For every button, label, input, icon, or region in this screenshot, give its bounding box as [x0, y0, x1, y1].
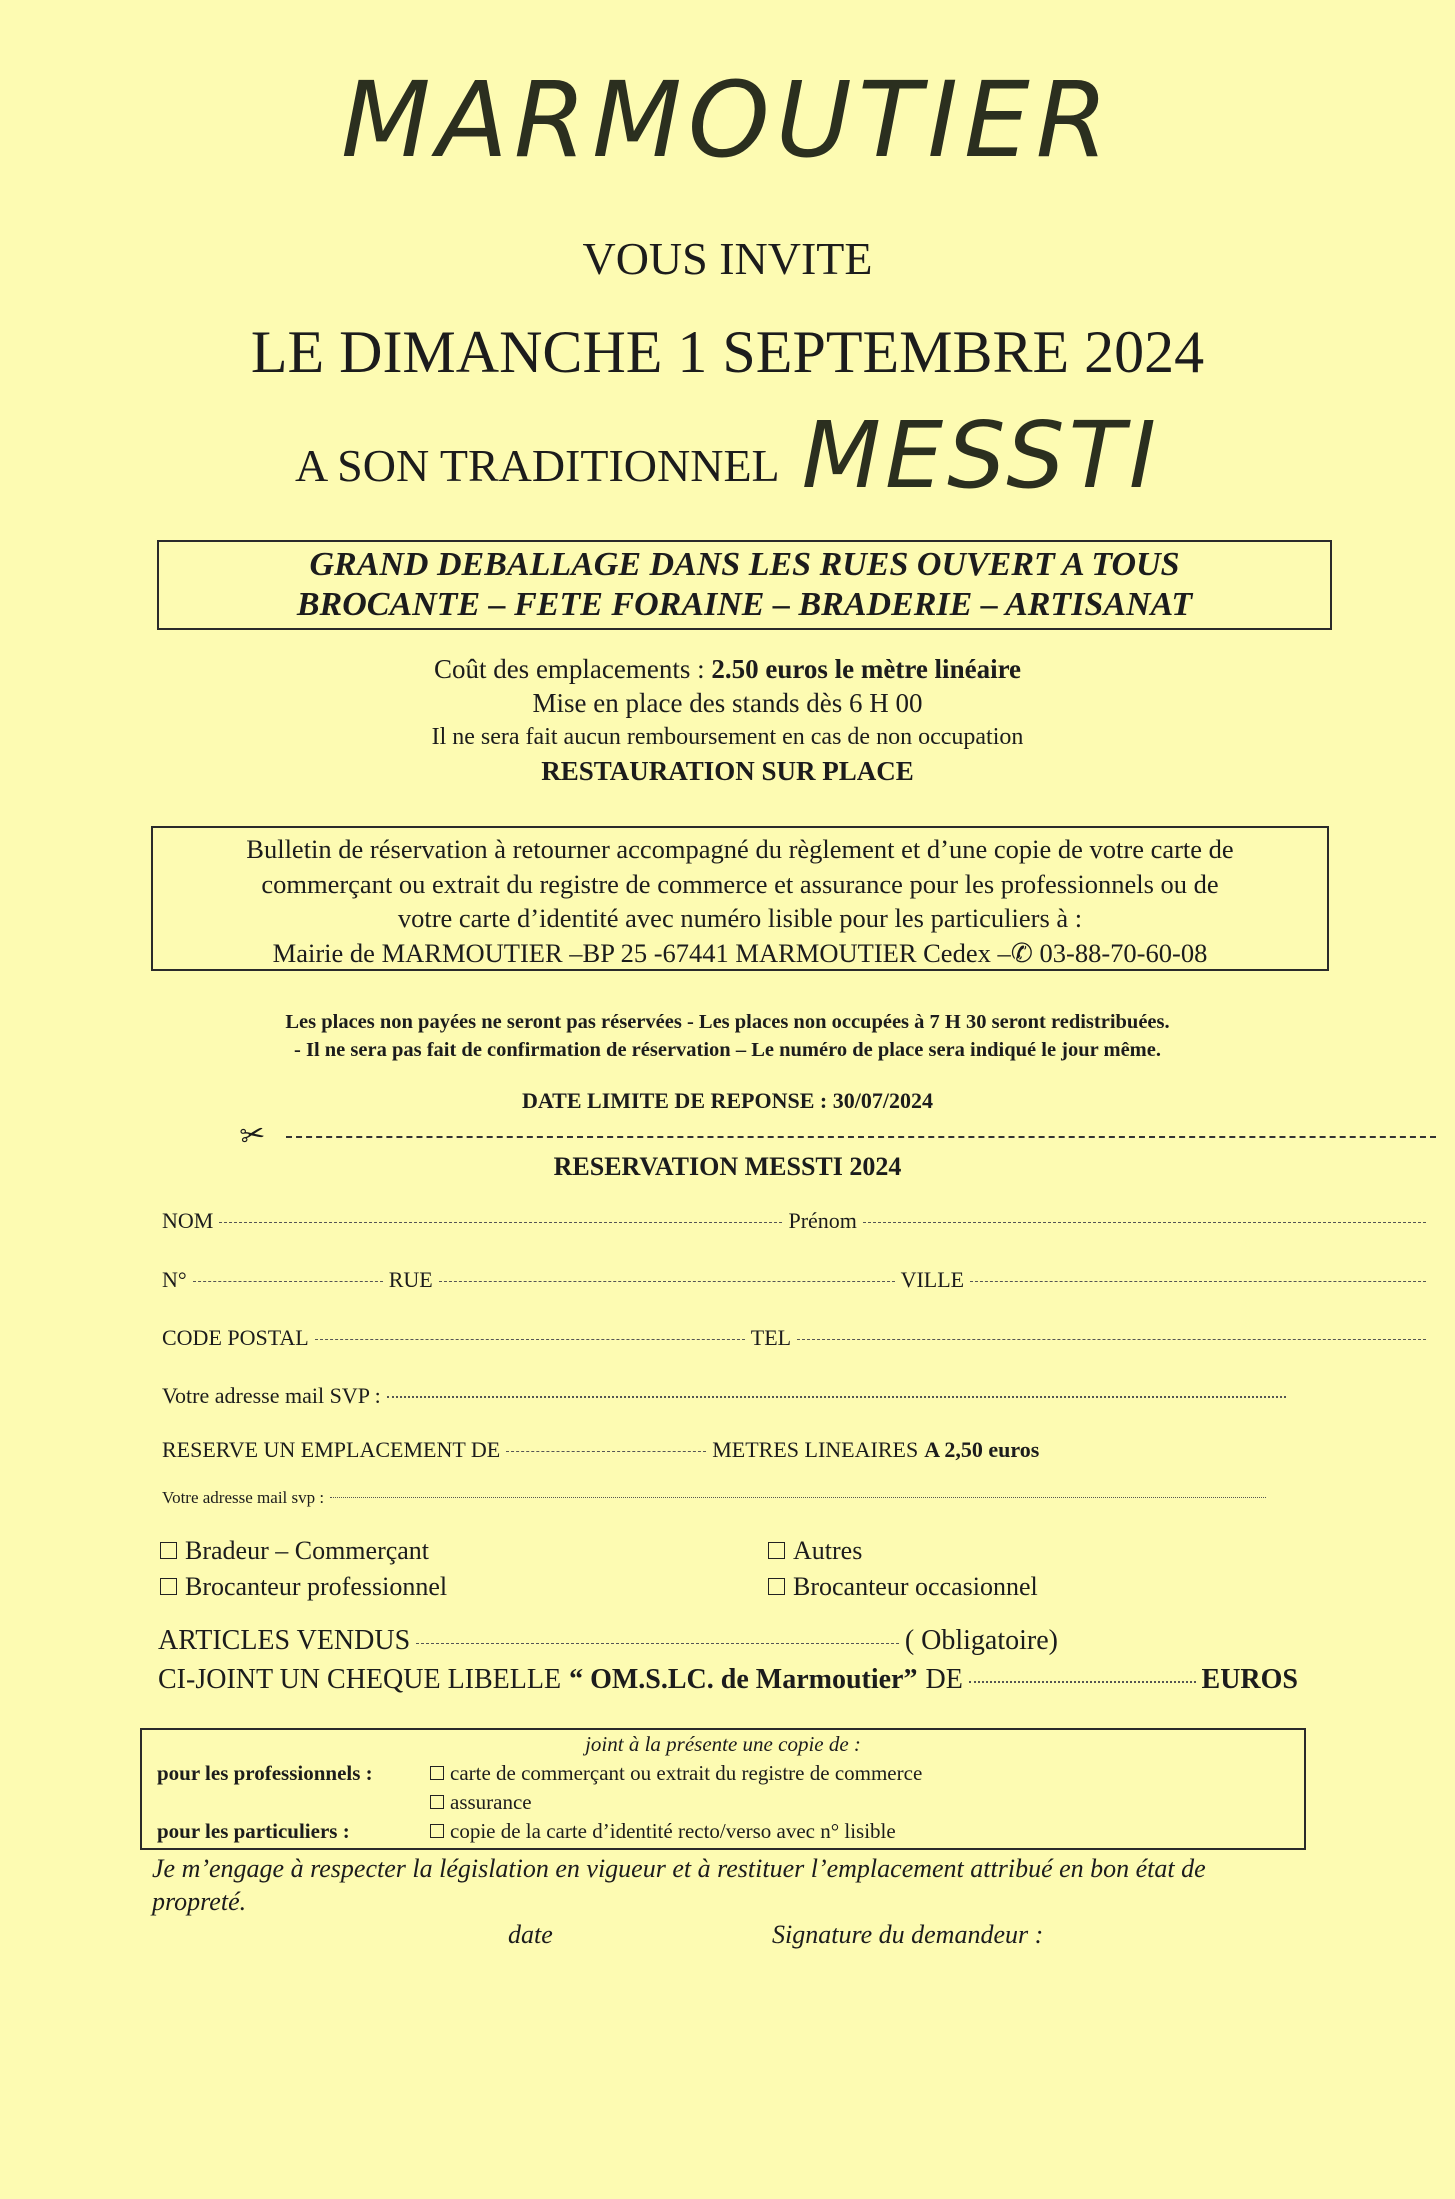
- cut-dash-line: [286, 1136, 1436, 1138]
- town-title: MARMOUTIER: [340, 59, 1115, 181]
- row-name: [162, 1208, 1432, 1234]
- bulletin-address: Mairie de MARMOUTIER –BP 25 -67441 MARMOUTIER Cedex –✆ 03-88-70-60-08: [272, 937, 1208, 968]
- pro-item-2: assurance: [450, 1790, 532, 1814]
- code-postal-label: CODE POSTAL: [162, 1325, 309, 1350]
- engagement-text: Je m’engage à respecter la législation en vigueur et à restituer l’emplacement attribué en bon état de propreté.: [152, 1854, 1206, 1916]
- cheque-payee-text: OM.S.LC. de Marmoutier: [590, 1664, 904, 1695]
- articles-note: ( Obligatoire): [904, 1625, 1058, 1656]
- cost-prefix: Coût des emplacements :: [433, 654, 712, 684]
- banner-line-1: GRAND DEBALLAGE DANS LES RUES OUVERT A TOUS: [309, 546, 1180, 583]
- checkbox-bradeur[interactable]: [160, 1542, 177, 1559]
- email-field-2[interactable]: [330, 1496, 1266, 1498]
- part-label: pour les particuliers :: [157, 1819, 350, 1843]
- bulletin-line-1: Bulletin de réservation à retourner accompagné du règlement et d’une copie de votre carte de: [246, 834, 1234, 864]
- refund-notice: Il ne sera fait aucun remboursement en cas de non occupation: [431, 724, 1024, 750]
- code-postal-field[interactable]: [315, 1338, 745, 1340]
- reservation-title: RESERVATION MESSTI 2024: [553, 1152, 902, 1181]
- email-field[interactable]: [387, 1395, 1286, 1398]
- row-cheque: [158, 1664, 1298, 1696]
- food-notice: RESTAURATION SUR PLACE: [541, 756, 914, 786]
- articles-field[interactable]: [416, 1642, 899, 1644]
- checkbox-brocanteur-pro[interactable]: [160, 1578, 177, 1595]
- setup-time: Mise en place des stands dès 6 H 00: [532, 688, 923, 718]
- cheque-amount-field[interactable]: [969, 1680, 1196, 1683]
- row-email: [162, 1383, 1292, 1409]
- documents-header: joint à la présente une copie de :: [585, 1732, 861, 1756]
- event-name: MESSTI: [801, 402, 1161, 509]
- option-bradeur-label: Bradeur – Commerçant: [185, 1536, 430, 1565]
- tel-field[interactable]: [797, 1338, 1426, 1340]
- option-brocanteur-occ[interactable]: [768, 1569, 1038, 1605]
- scissors-icon: ✂: [237, 1116, 268, 1155]
- date-label: date: [508, 1920, 553, 1949]
- part-row: [157, 1817, 896, 1846]
- cheque-prefix: CI-JOINT UN CHEQUE LIBELLE: [158, 1664, 562, 1695]
- cheque-currency: EUROS: [1201, 1664, 1298, 1695]
- notice-line-2: - Il ne sera pas fait de confirmation de réservation – Le numéro de place sera indiqué le jour même.: [294, 1039, 1161, 1061]
- option-brocanteur-pro[interactable]: [160, 1569, 447, 1605]
- notices-block: [0, 1008, 1455, 1064]
- invite-text: VOUS INVITE: [582, 233, 873, 284]
- rue-label: RUE: [388, 1267, 433, 1292]
- option-autres-label: Autres: [793, 1536, 863, 1565]
- deadline: DATE LIMITE DE REPONSE : 30/07/2024: [522, 1088, 933, 1113]
- row-articles: [158, 1625, 1058, 1657]
- row-address: [162, 1267, 1432, 1293]
- nom-field[interactable]: [219, 1221, 782, 1223]
- checkbox-autres[interactable]: [768, 1542, 785, 1559]
- documents-box: [140, 1728, 1306, 1850]
- option-brocanteur-pro-label: Brocanteur professionnel: [185, 1572, 448, 1601]
- checkbox-brocanteur-occ[interactable]: [768, 1578, 785, 1595]
- cut-line: [237, 1116, 1436, 1155]
- pro-label: pour les professionnels :: [157, 1761, 373, 1785]
- row-reserve: [162, 1437, 1432, 1463]
- reserve-suffix: METRES LINEAIRES: [712, 1437, 919, 1462]
- numero-field[interactable]: [193, 1280, 383, 1282]
- event-date: LE DIMANCHE 1 SEPTEMBRE 2024: [250, 319, 1205, 385]
- signature-label: Signature du demandeur :: [772, 1920, 1044, 1949]
- cost-price: 2.50 euros le mètre linéaire: [711, 654, 1022, 684]
- costs-block: [0, 652, 1455, 788]
- row-postal: [162, 1325, 1432, 1351]
- bulletin-line-3: votre carte d’identité avec numéro lisible pour les particuliers à :: [397, 903, 1083, 933]
- ville-field[interactable]: [970, 1280, 1426, 1282]
- row-email-2: [162, 1488, 1272, 1508]
- nom-label: NOM: [162, 1208, 214, 1233]
- part-item-1: copie de la carte d’identité recto/verso avec n° lisible: [450, 1819, 896, 1843]
- bulletin-box: [151, 826, 1329, 971]
- rue-field[interactable]: [439, 1280, 895, 1282]
- reserve-price: A 2,50 euros: [924, 1437, 1040, 1462]
- checkbox-part-identite[interactable]: [430, 1824, 444, 1838]
- checkbox-pro-assurance[interactable]: [430, 1795, 444, 1809]
- option-brocanteur-occ-label: Brocanteur occasionnel: [793, 1572, 1038, 1601]
- reserve-label: RESERVE UN EMPLACEMENT DE: [162, 1437, 501, 1462]
- banner-box: [157, 540, 1332, 630]
- tel-label: TEL: [750, 1325, 792, 1350]
- cheque-payee: “ OM.S.LC. de Marmoutier”: [569, 1664, 918, 1695]
- option-autres[interactable]: [768, 1533, 862, 1569]
- articles-label: ARTICLES VENDUS: [158, 1625, 411, 1656]
- banner-line-2: BROCANTE – FETE FORAINE – BRADERIE – ARTISANAT: [296, 586, 1193, 623]
- pro-row-2: [430, 1788, 532, 1817]
- prenom-label: Prénom: [788, 1208, 857, 1233]
- email-label-2: Votre adresse mail svp :: [162, 1488, 325, 1507]
- option-bradeur[interactable]: [160, 1533, 429, 1569]
- email-label: Votre adresse mail SVP :: [162, 1383, 381, 1408]
- notice-line-1: Les places non payées ne seront pas réservées - Les places non occupées à 7 H 30 seront redistribuées.: [285, 1011, 1170, 1033]
- bulletin-line-2: commerçant ou extrait du registre de commerce et assurance pour les professionnels ou de: [261, 868, 1219, 899]
- prenom-field[interactable]: [863, 1221, 1426, 1223]
- cost-line: [0, 652, 1455, 686]
- checkbox-pro-carte[interactable]: [430, 1766, 444, 1780]
- numero-label: N°: [162, 1267, 187, 1292]
- tradition-line: [0, 402, 1455, 509]
- pro-item-1: carte de commerçant ou extrait du registre de commerce: [450, 1761, 923, 1785]
- cheque-de: DE: [925, 1664, 963, 1695]
- tradition-prefix: A SON TRADITIONNEL: [294, 440, 780, 491]
- pro-row: [157, 1759, 922, 1788]
- reserve-length-field[interactable]: [506, 1450, 706, 1452]
- ville-label: VILLE: [900, 1267, 965, 1292]
